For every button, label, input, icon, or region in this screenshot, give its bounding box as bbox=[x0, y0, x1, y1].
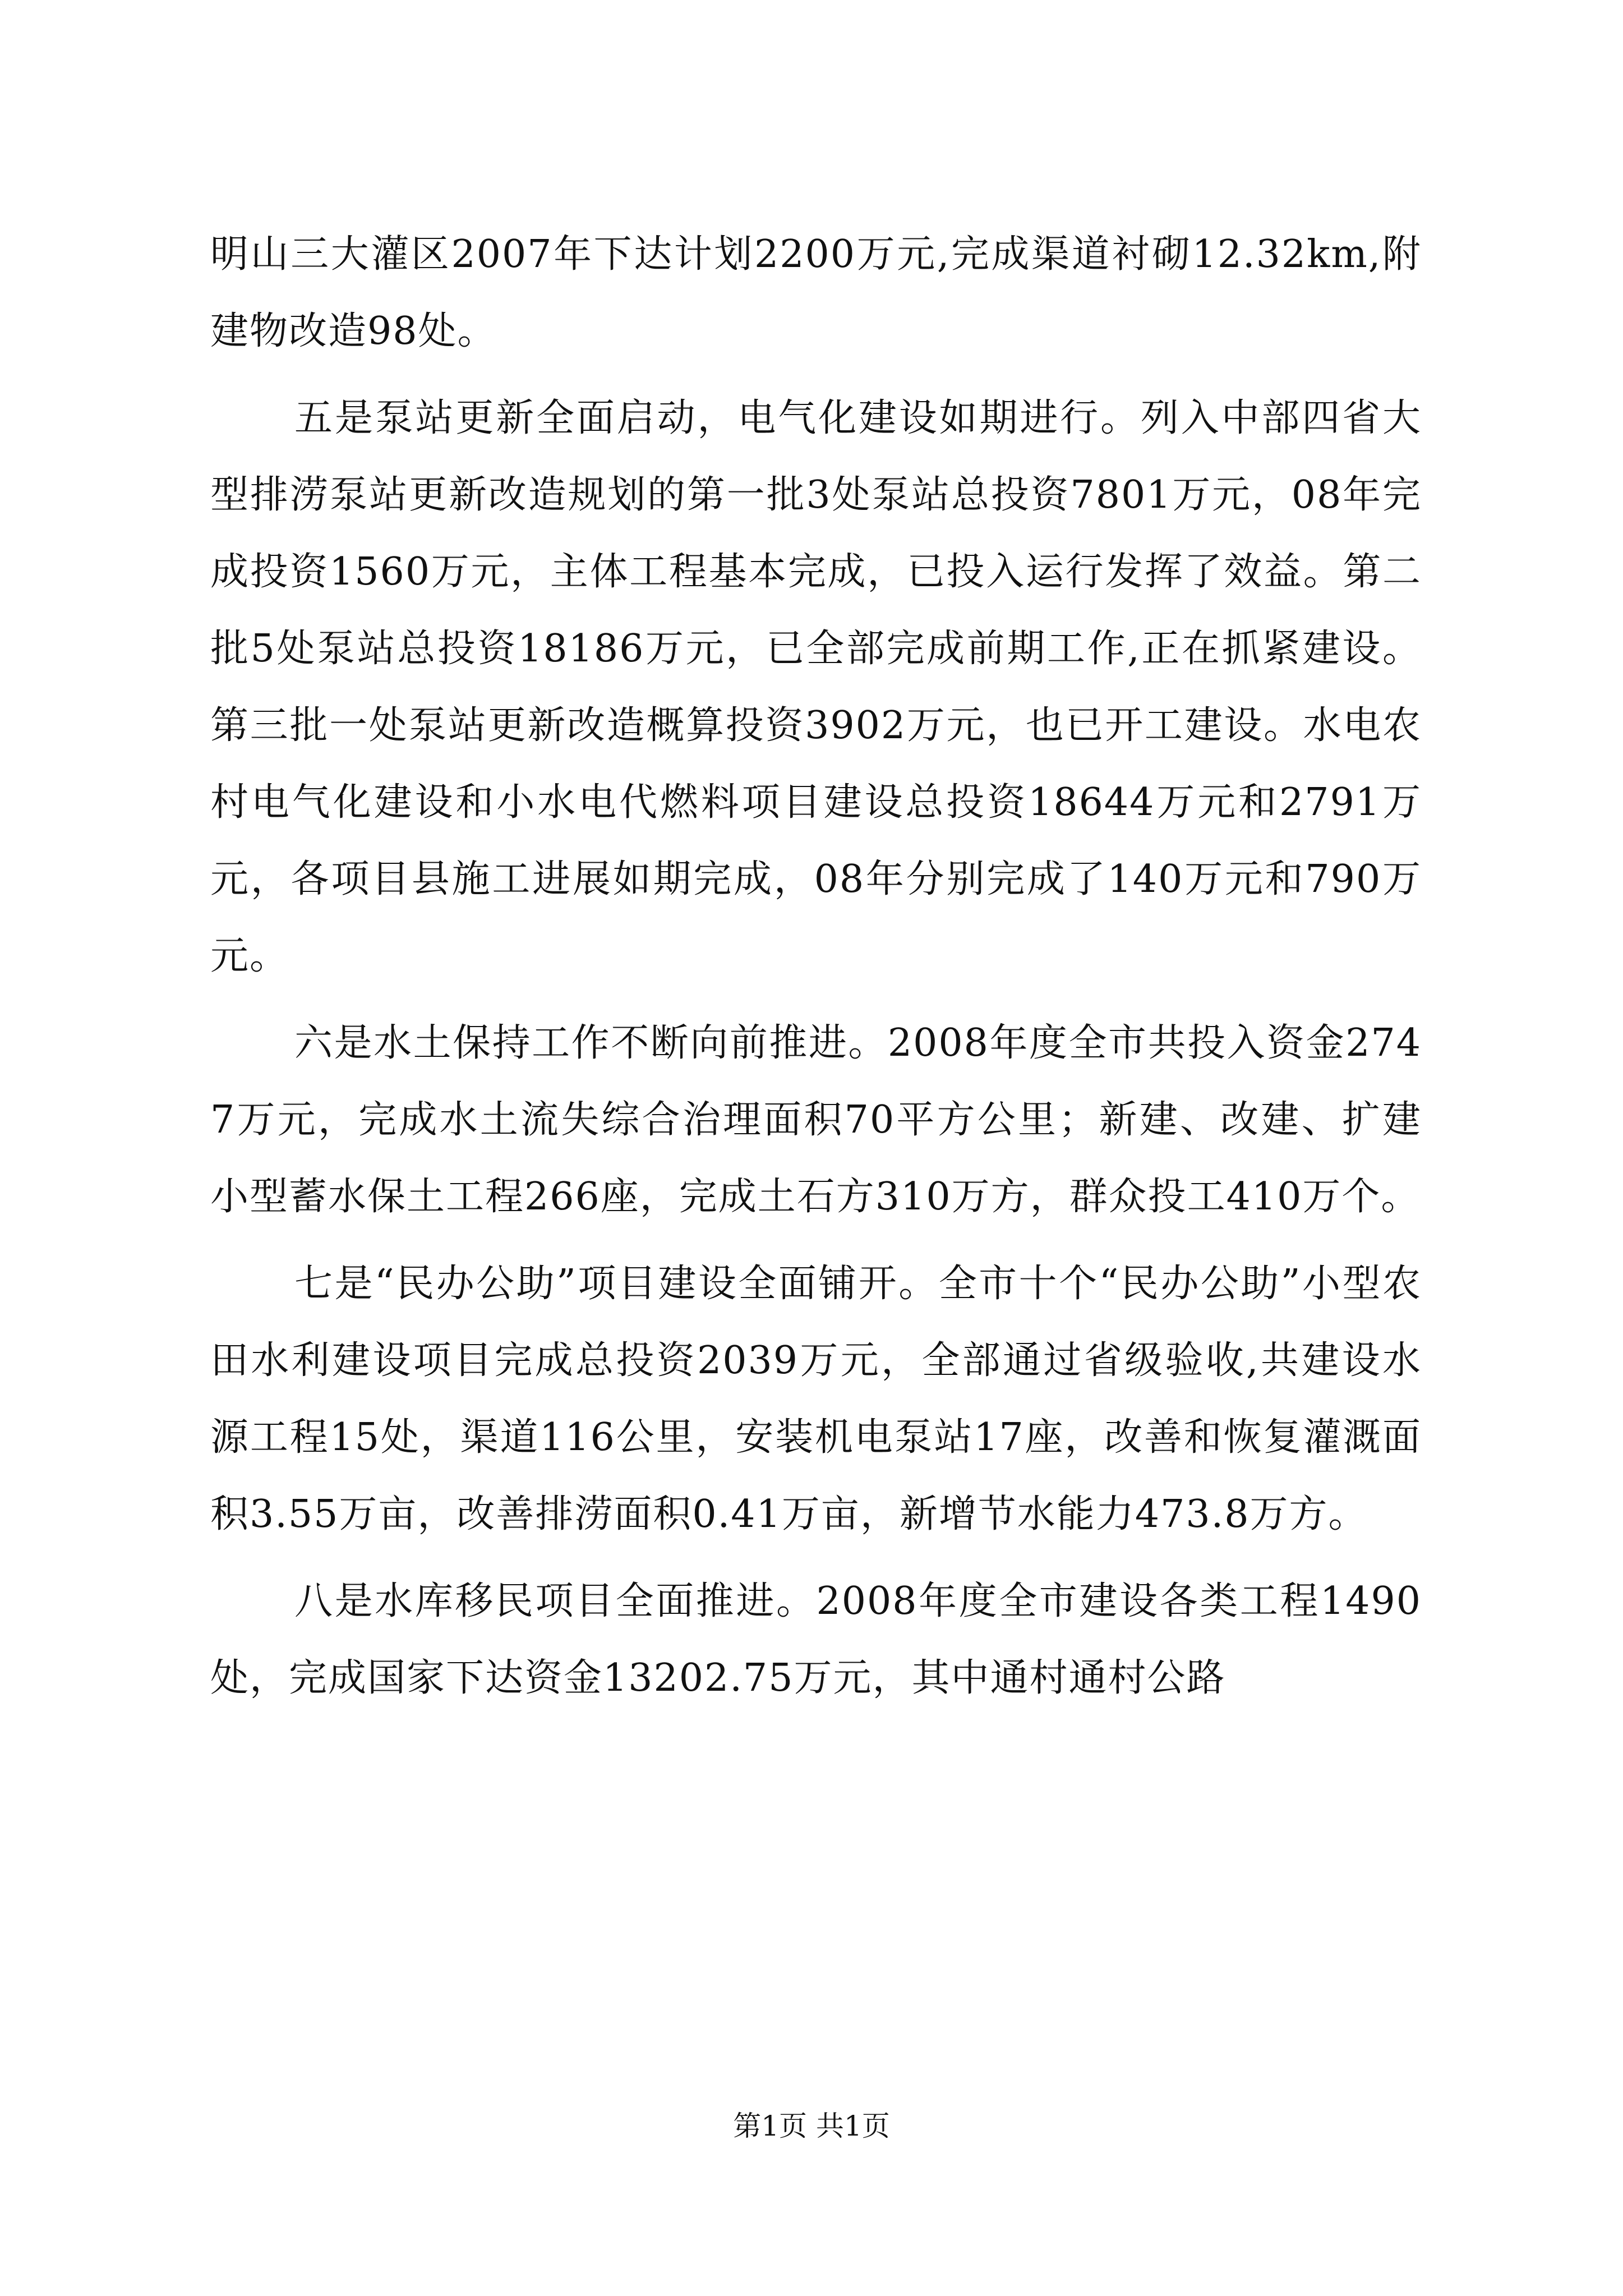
document-body bbox=[210, 216, 1422, 1727]
paragraph-2: 五是泵站更新全面启动，电气化建设如期进行。列入中部四省大型排涝泵站更新改造规划的第一批3处泵站总投资7801万元，08年完成投资1560万元，主体工程基本完成，已投入运行发挥了效益。第二批5处泵站总投资18186万元，已全部完成前期工作,正在抓紧建设。第三批一处泵站更新改造概算投资3902万元，也已开工建设。水电农村电气化建设和小水电代燃料项目建设总投资18644万元和2791万元，各项目县施工进展如期完成，08年分别完成了140万元和790万元。 bbox=[210, 396, 1422, 978]
paragraph-5: 八是水库移民项目全面推进。2008年度全市建设各类工程1490处，完成国家下达资金13202.75万元，其中通村通村公路 bbox=[210, 1579, 1422, 1700]
paragraph-3: 六是水土保持工作不断向前推进。2008年度全市共投入资金2747万元，完成水土流失综合治理面积70平方公里；新建、改建、扩建小型蓄水保土工程266座，完成土石方310万方，群众投工410万个。 bbox=[210, 1021, 1422, 1219]
page-footer: 第1页 共1页 bbox=[733, 2110, 890, 2142]
paragraph-4: 七是“民办公助”项目建设全面铺开。全市十个“民办公助”小型农田水利建设项目完成总投资2039万元，全部通过省级验收,共建设水源工程15处，渠道116公里，安装机电泵站17座，改善和恢复灌溉面积3.55万亩，改善排涝面积0.41万亩，新增节水能力473.8万方。 bbox=[210, 1262, 1422, 1536]
paragraph-1: 明山三大灌区2007年下达计划2200万元,完成渠道衬砌12.32km,附建物改造98处。 bbox=[210, 232, 1422, 353]
